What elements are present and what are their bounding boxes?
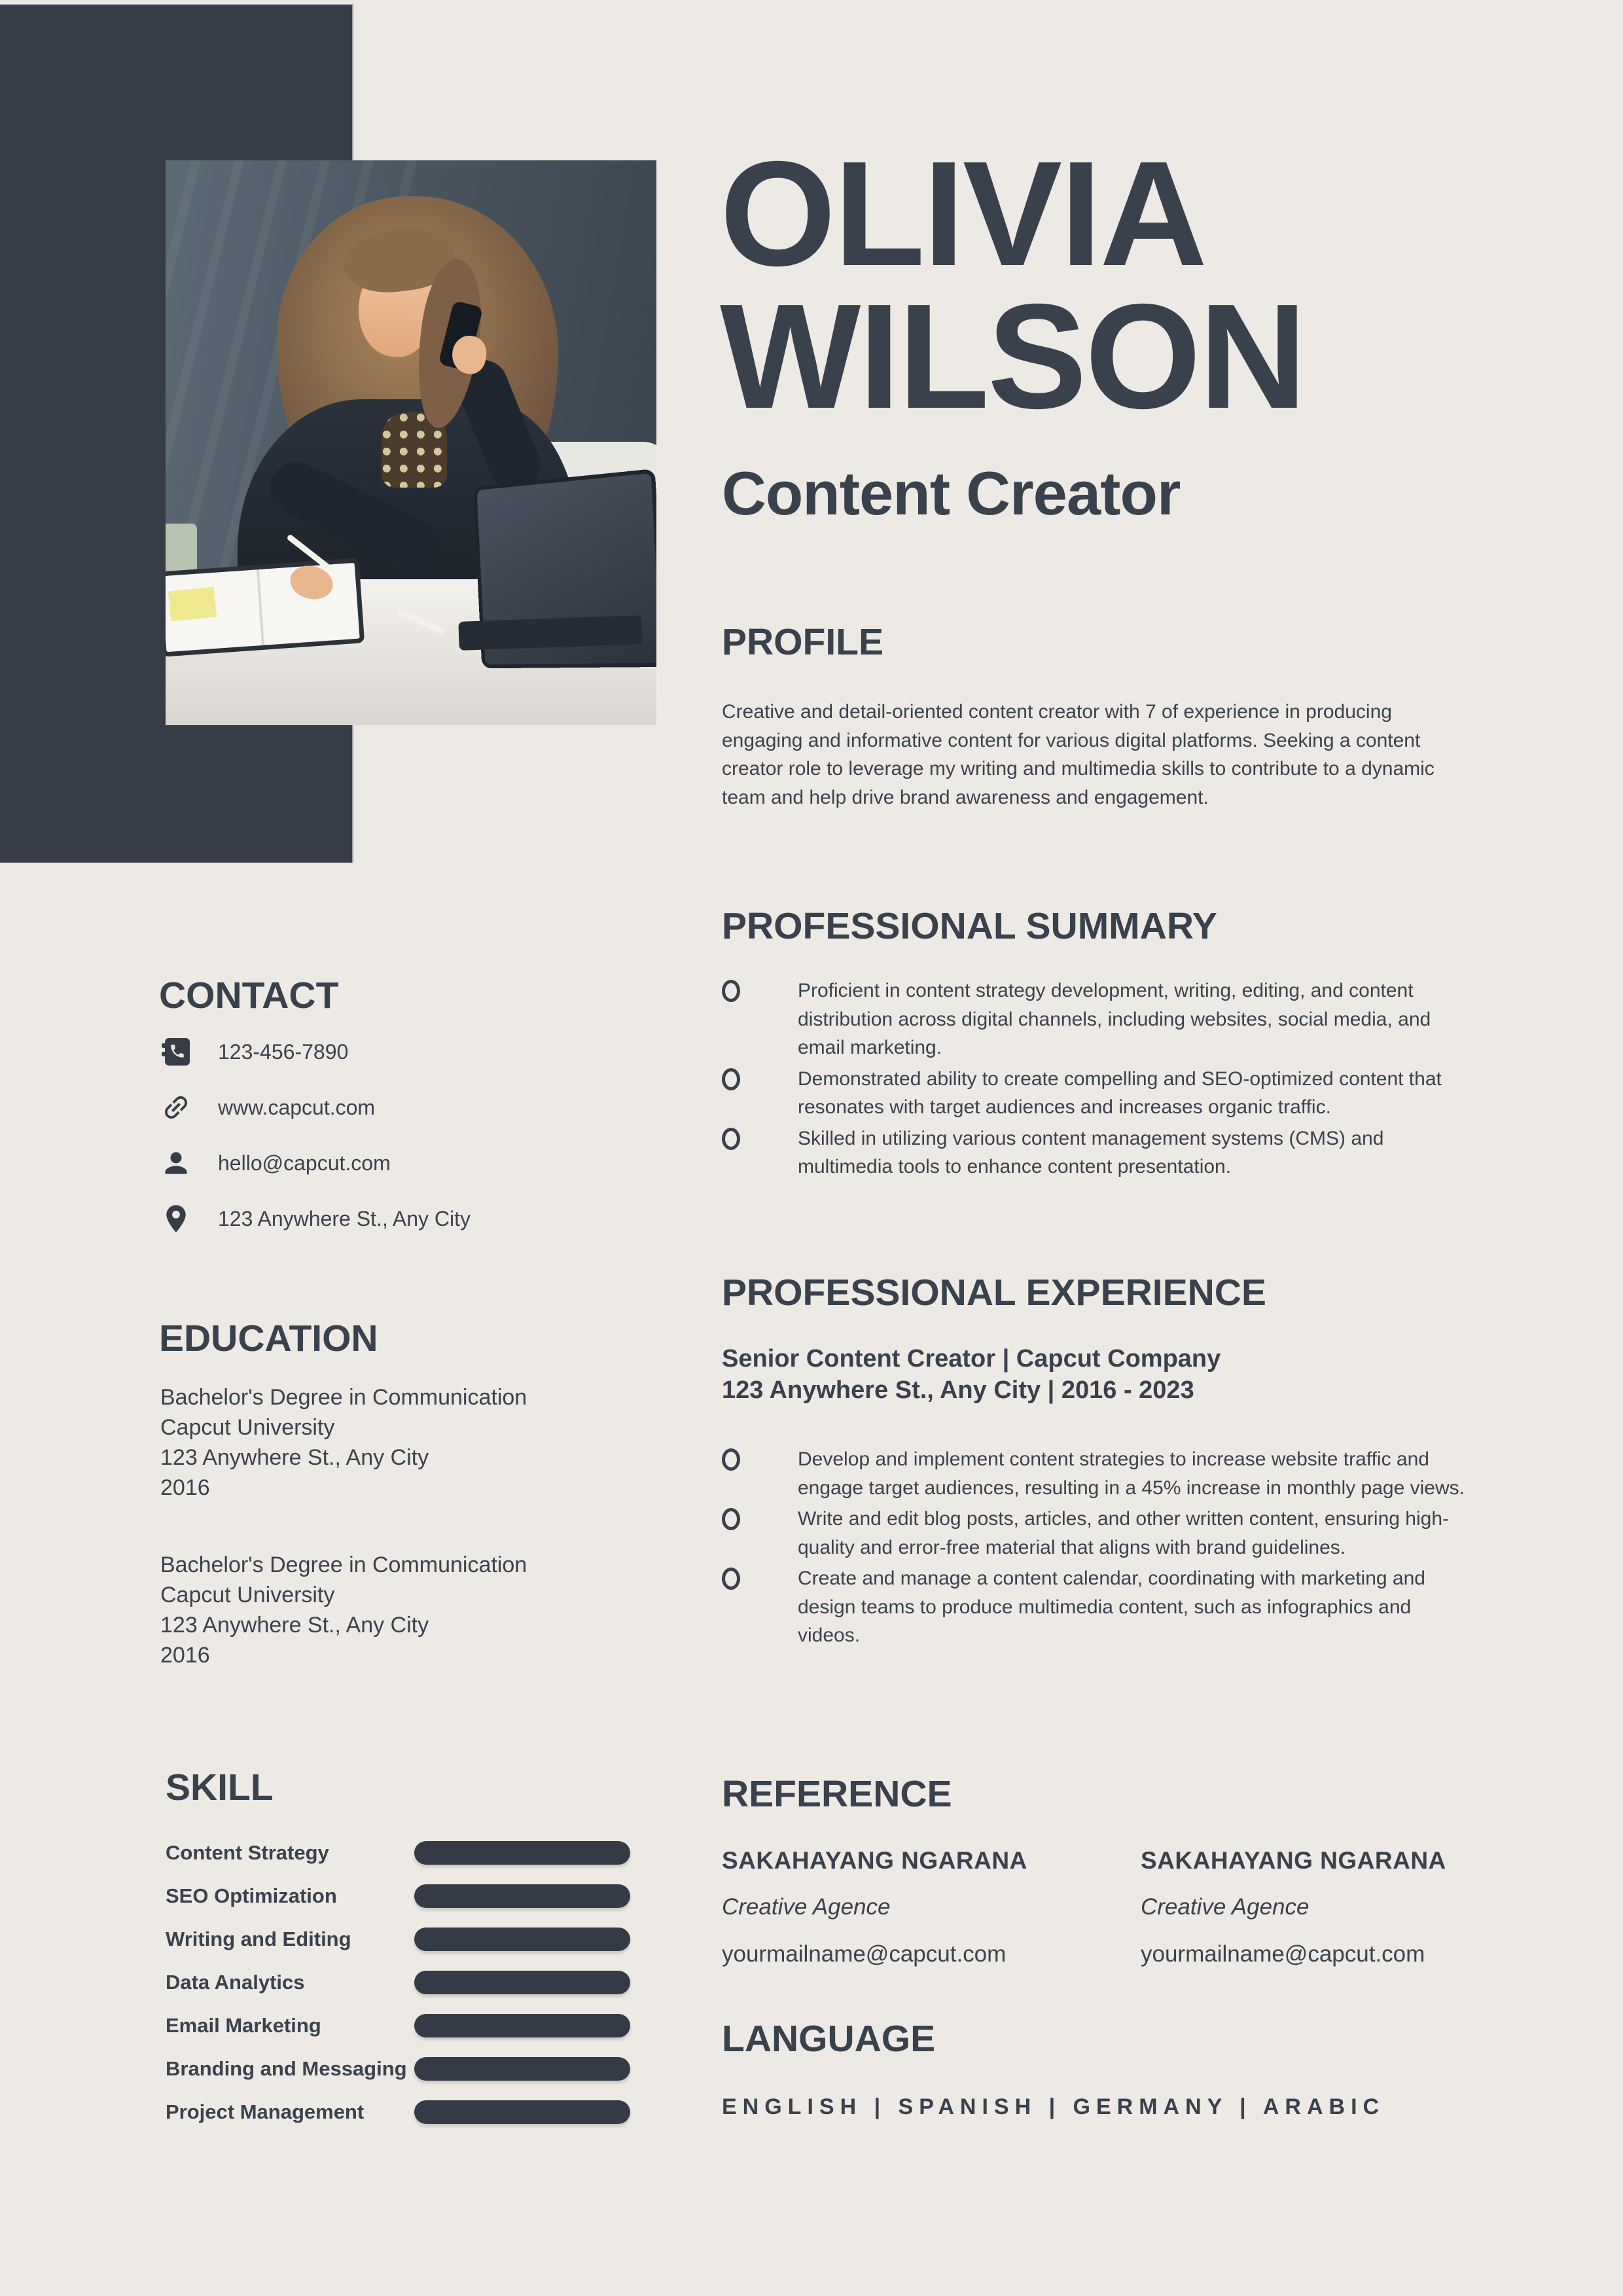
skill-row	[166, 1918, 632, 1961]
education-address: 123 Anywhere St., Any City	[160, 1613, 429, 1638]
experience-meta: 123 Anywhere St., Any City | 2016 - 2023	[722, 1376, 1194, 1405]
list-item	[722, 1065, 1494, 1122]
skill-row	[166, 1874, 632, 1918]
education-degree: Bachelor's Degree in Communication	[160, 1385, 527, 1410]
summary-heading: PROFESSIONAL SUMMARY	[722, 905, 1217, 947]
experience-heading: PROFESSIONAL EXPERIENCE	[722, 1272, 1266, 1314]
education-entry	[160, 1550, 527, 1670]
list-item	[160, 1147, 471, 1179]
reference-row	[722, 1847, 1560, 1967]
experience-bullet: Write and edit blog posts, articles, and other written content, ensuring high-quality and error-free material that aligns with brand guidelines.	[798, 1508, 1449, 1558]
language-heading: LANGUAGE	[722, 2018, 936, 2060]
contact-website: www.capcut.com	[218, 1095, 376, 1119]
education-school: Capcut University	[160, 1415, 335, 1440]
last-name: WILSON	[720, 274, 1305, 440]
reference-email: yourmailname@capcut.com	[722, 1941, 1007, 1967]
list-item	[160, 1091, 471, 1124]
reference-entry	[722, 1847, 1141, 1967]
list-item	[722, 1124, 1494, 1181]
job-title: Content Creator	[722, 459, 1181, 528]
first-name: OLIVIA	[720, 131, 1206, 297]
circle-bullet-icon	[722, 1568, 740, 1590]
circle-bullet-icon	[722, 1068, 740, 1090]
experience-bullet: Develop and implement content strategies to increase website traffic and engage target audiences, resulting in a 45% increase in monthly page views.	[798, 1448, 1465, 1499]
reference-company: Creative Agence	[722, 1894, 891, 1920]
skill-row	[166, 1961, 632, 2004]
circle-bullet-icon	[722, 980, 740, 1002]
list-item	[160, 1035, 471, 1068]
photo-sticky-note	[168, 586, 217, 621]
education-school: Capcut University	[160, 1583, 335, 1607]
skill-row	[166, 2047, 632, 2090]
skill-progress-bar	[414, 1841, 630, 1865]
reference-name: SAKAHAYANG NGARANA	[722, 1847, 1027, 1874]
skill-label: Data Analytics	[166, 1971, 305, 1994]
education-year: 2016	[160, 1475, 210, 1500]
education-degree: Bachelor's Degree in Communication	[160, 1552, 527, 1577]
circle-bullet-icon	[722, 1508, 740, 1530]
skill-progress-bar	[414, 2014, 630, 2037]
reference-name: SAKAHAYANG NGARANA	[1141, 1847, 1446, 1874]
language-list: ENGLISH | SPANISH | GERMANY | ARABIC	[722, 2094, 1385, 2119]
skill-progress-bar	[414, 2057, 630, 2081]
education-heading: EDUCATION	[159, 1318, 378, 1359]
profile-text: Creative and detail-oriented content creator with 7 of experience in producing engaging and informative content for various digital platforms. Seeking a content creator role to leverage my writing and multimedia skills to contribute to a dynamic team and help drive brand awareness and engagement.	[722, 701, 1435, 808]
phone-icon	[160, 1036, 192, 1067]
person-name	[720, 131, 1305, 440]
skill-progress-bar	[414, 1971, 630, 1994]
education-entry	[160, 1382, 527, 1503]
portrait-photo	[166, 160, 656, 725]
skill-label: Branding and Messaging	[166, 2057, 407, 2080]
circle-bullet-icon	[722, 1128, 740, 1150]
list-item	[722, 1445, 1494, 1502]
list-item	[722, 977, 1494, 1062]
reference-email: yourmailname@capcut.com	[1141, 1941, 1425, 1967]
contact-heading: CONTACT	[159, 975, 339, 1016]
summary-list	[722, 977, 1494, 1184]
skill-progress-bar	[414, 1884, 630, 1908]
list-item	[722, 1564, 1494, 1650]
skill-heading: SKILL	[166, 1767, 274, 1808]
skill-row	[166, 2090, 632, 2134]
skill-label: Content Strategy	[166, 1841, 329, 1864]
reference-heading: REFERENCE	[722, 1773, 952, 1815]
circle-bullet-icon	[722, 1448, 740, 1471]
education-address: 123 Anywhere St., Any City	[160, 1445, 429, 1470]
skill-label: Writing and Editing	[166, 1928, 351, 1950]
experience-list	[722, 1445, 1494, 1653]
education-year: 2016	[160, 1643, 210, 1668]
person-icon	[160, 1147, 192, 1179]
skill-row	[166, 2004, 632, 2047]
skill-label: SEO Optimization	[166, 1884, 337, 1907]
summary-bullet: Skilled in utilizing various content management systems (CMS) and multimedia tools to enhance content presentation.	[798, 1127, 1384, 1177]
reference-entry	[1141, 1847, 1560, 1967]
reference-company: Creative Agence	[1141, 1894, 1310, 1920]
experience-bullet: Create and manage a content calendar, coordinating with marketing and design teams to produce multimedia content, such as infographics and videos.	[798, 1568, 1425, 1646]
profile-heading: PROFILE	[722, 621, 884, 663]
contact-phone: 123-456-7890	[218, 1039, 349, 1064]
contact-address: 123 Anywhere St., Any City	[218, 1206, 471, 1230]
skill-progress-bar	[414, 2100, 630, 2124]
skill-label: Email Marketing	[166, 2014, 321, 2037]
location-icon	[160, 1203, 192, 1234]
skill-row	[166, 1831, 632, 1874]
summary-bullet: Proficient in content strategy development, writing, editing, and content distribution across digital channels, including websites, social media, and email marketing.	[798, 980, 1431, 1058]
experience-role-block	[722, 1343, 1221, 1407]
experience-role: Senior Content Creator | Capcut Company	[722, 1345, 1221, 1372]
list-item	[160, 1202, 471, 1235]
skill-label: Project Management	[166, 2100, 365, 2123]
contact-list	[160, 1035, 471, 1258]
link-icon	[154, 1085, 198, 1130]
summary-bullet: Demonstrated ability to create compelling and SEO-optimized content that resonates with target audiences and increases organic traffic.	[798, 1067, 1442, 1118]
contact-email: hello@capcut.com	[218, 1151, 391, 1175]
skills-list	[166, 1831, 632, 2134]
skill-progress-bar	[414, 1928, 630, 1951]
list-item	[722, 1505, 1494, 1562]
